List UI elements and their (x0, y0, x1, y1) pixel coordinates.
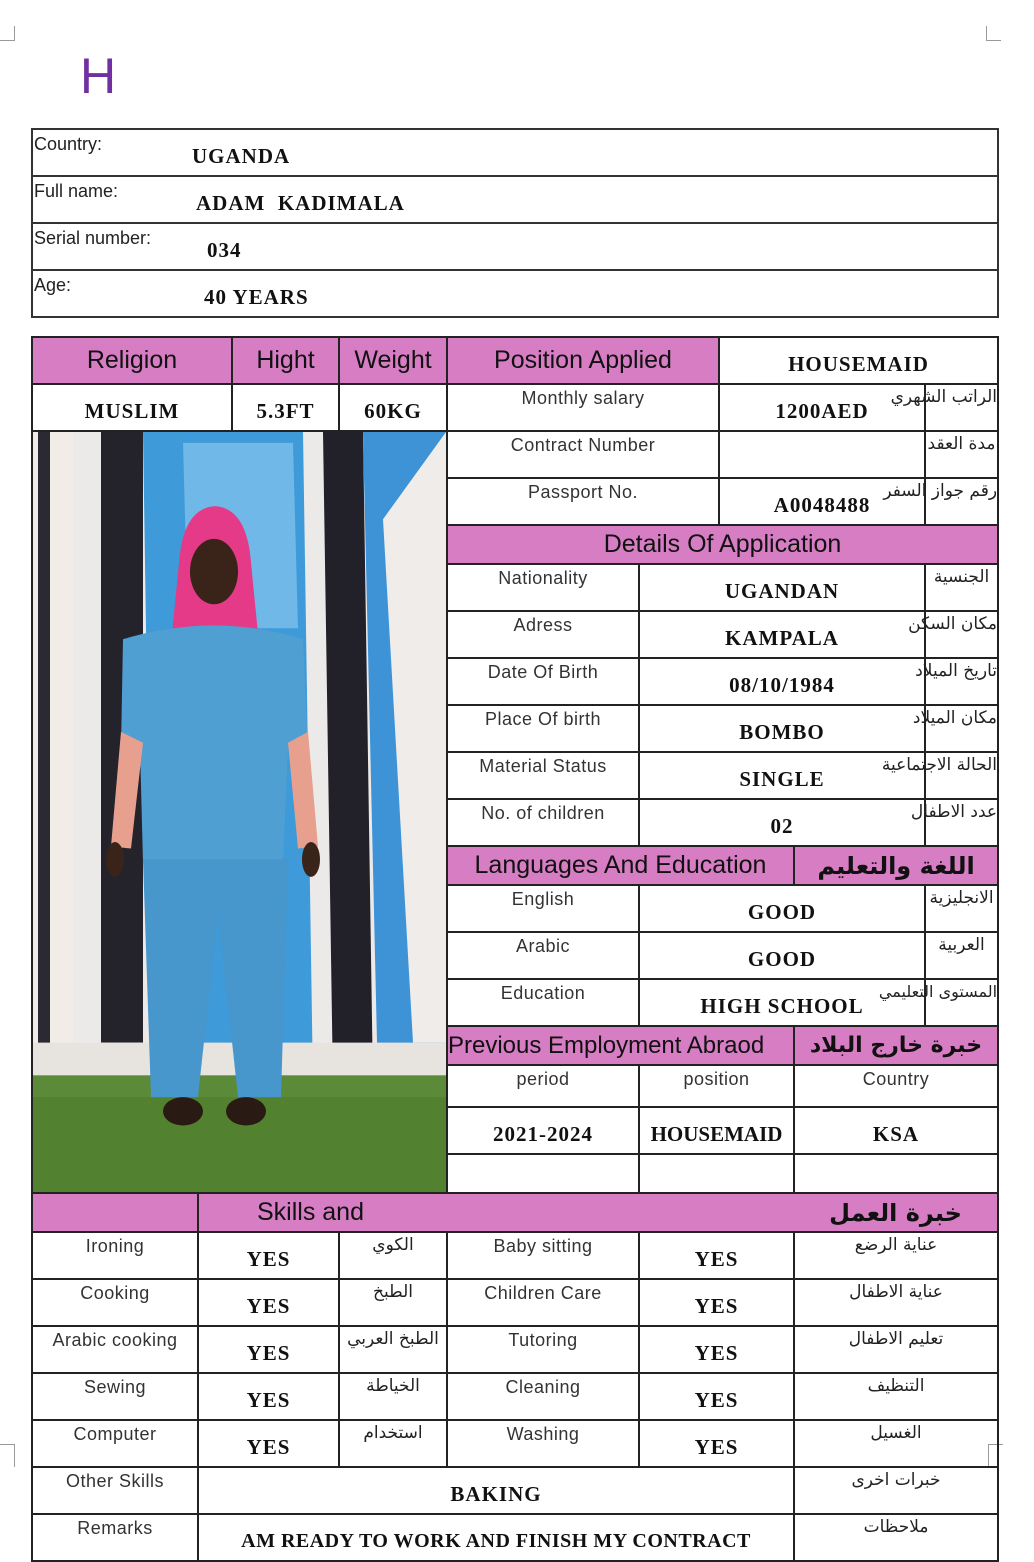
skill-babysitting-label: Baby sitting (447, 1232, 639, 1279)
skill-washing-label: Washing (447, 1420, 639, 1467)
contract-number-label: Contract Number (447, 431, 719, 478)
passport-value: A0048488 (719, 478, 925, 525)
children-value: 02 (639, 799, 925, 846)
education-label: Education (447, 979, 639, 1026)
skill-tutoring-arabic: تعليم الاطفال (794, 1326, 998, 1373)
weight-value: 60KG (339, 384, 447, 431)
other-skills-label: Other Skills (32, 1467, 198, 1514)
nationality-value: UGANDAN (639, 564, 925, 611)
employment-period: 2021-2024 (447, 1107, 639, 1154)
skill-tutoring-label: Tutoring (447, 1326, 639, 1373)
religion-header: Religion (32, 337, 232, 384)
skill-childcare-value: YES (639, 1279, 794, 1326)
fullname-row (32, 176, 998, 223)
address-value: KAMPALA (639, 611, 925, 658)
nationality-arabic: الجنسية (925, 564, 998, 611)
skills-header-spacer (32, 1193, 198, 1232)
marital-status-arabic: الحالة الاجتماعية (925, 752, 998, 799)
skill-babysitting-value: YES (639, 1232, 794, 1279)
languages-header: Languages And Education (447, 846, 794, 885)
skill-washing-arabic: الغسيل (794, 1420, 998, 1467)
skill-cleaning-arabic: التنظيف (794, 1373, 998, 1420)
age-label: Age: (32, 270, 182, 317)
employment-empty-cell (794, 1154, 998, 1193)
crop-mark-bottom-left (0, 1444, 15, 1467)
skills-header: Skills and (198, 1193, 555, 1232)
skill-sewing-value: YES (198, 1373, 339, 1420)
skill-washing-value: YES (639, 1420, 794, 1467)
dob-value: 08/10/1984 (639, 658, 925, 705)
birthplace-arabic: مكان الميلاد (925, 705, 998, 752)
dob-arabic: تاريخ الميلاد (925, 658, 998, 705)
marital-status-label: Material Status (447, 752, 639, 799)
remarks-value: AM READY TO WORK AND FINISH MY CONTRACT (198, 1514, 794, 1561)
crop-mark-top-left (0, 26, 15, 41)
personal-info-table (31, 128, 999, 318)
employment-position: HOUSEMAID (639, 1107, 794, 1154)
passport-label: Passport No. (447, 478, 719, 525)
skill-cooking-arabic: الطبخ (339, 1279, 447, 1326)
religion-value: MUSLIM (32, 384, 232, 431)
english-arabic: الانجليزية (925, 885, 998, 932)
country-label: Country: (32, 129, 182, 176)
employment-empty-cell (447, 1154, 639, 1193)
monthly-salary-value: 1200AED (719, 384, 925, 431)
other-skills-value: BAKING (198, 1467, 794, 1514)
position-applied-header: Position Applied (447, 337, 719, 384)
children-arabic: عدد الاطفال (925, 799, 998, 846)
skill-ironing-value: YES (198, 1232, 339, 1279)
skill-cleaning-label: Cleaning (447, 1373, 639, 1420)
children-label: No. of children (447, 799, 639, 846)
other-skills-arabic: خبرات اخرى (794, 1467, 998, 1514)
position-column-header: position (639, 1065, 794, 1107)
fullname-label: Full name: (32, 176, 182, 223)
remarks-label: Remarks (32, 1514, 198, 1561)
serial-label: Serial number: (32, 223, 182, 270)
serial-value: 034 (182, 223, 998, 270)
country-value: UGANDA (182, 129, 998, 176)
education-arabic: المستوى التعليمي (925, 979, 998, 1026)
monthly-salary-arabic: الراتب الشهري (925, 384, 998, 431)
skill-cooking-value: YES (198, 1279, 339, 1326)
photo-image (33, 432, 446, 1192)
english-label: English (447, 885, 639, 932)
skill-cooking-label: Cooking (32, 1279, 198, 1326)
period-column-header: period (447, 1065, 639, 1107)
employment-country: KSA (794, 1107, 998, 1154)
logo-letter: H (80, 48, 117, 104)
english-value: GOOD (639, 885, 925, 932)
skill-sewing-label: Sewing (32, 1373, 198, 1420)
fullname-value: ADAM KADIMALA (182, 176, 998, 223)
skill-childcare-label: Children Care (447, 1279, 639, 1326)
skill-childcare-arabic: عناية الاطفال (794, 1279, 998, 1326)
marital-status-value: SINGLE (639, 752, 925, 799)
skill-tutoring-value: YES (639, 1326, 794, 1373)
skill-arabic-cooking-arabic: الطبخ العربي (339, 1326, 447, 1373)
contract-number-value (719, 431, 925, 478)
education-value: HIGH SCHOOL (639, 979, 925, 1026)
employment-empty-cell (639, 1154, 794, 1193)
skills-header-spacer (555, 1193, 794, 1232)
birthplace-label: Place Of birth (447, 705, 639, 752)
crop-mark-top-right (986, 26, 1001, 41)
age-value: 40 YEARS (182, 270, 998, 317)
remarks-arabic: ملاحظات (794, 1514, 998, 1561)
address-label: Adress (447, 611, 639, 658)
application-table (31, 336, 999, 1562)
height-value: 5.3FT (232, 384, 339, 431)
skill-computer-label: Computer (32, 1420, 198, 1467)
passport-arabic: رقم جواز السفر (925, 478, 998, 525)
serial-row (32, 223, 998, 270)
skill-arabic-cooking-value: YES (198, 1326, 339, 1373)
skill-sewing-arabic: الخياطة (339, 1373, 447, 1420)
skill-ironing-label: Ironing (32, 1232, 198, 1279)
nationality-label: Nationality (447, 564, 639, 611)
applicant-photo (32, 431, 447, 1193)
skill-computer-value: YES (198, 1420, 339, 1467)
height-header: Hight (232, 337, 339, 384)
birthplace-value: BOMBO (639, 705, 925, 752)
dob-label: Date Of Birth (447, 658, 639, 705)
monthly-salary-label: Monthly salary (447, 384, 719, 431)
employment-header-arabic: خبرة خارج البلاد (794, 1026, 998, 1065)
skill-babysitting-arabic: عناية الرضع (794, 1232, 998, 1279)
arabic-value: GOOD (639, 932, 925, 979)
skill-cleaning-value: YES (639, 1373, 794, 1420)
address-arabic: مكان السكن (925, 611, 998, 658)
skill-computer-arabic: استخدام (339, 1420, 447, 1467)
country-column-header: Country (794, 1065, 998, 1107)
skills-header-arabic: خبرة العمل (794, 1193, 998, 1232)
age-row (32, 270, 998, 317)
contract-number-arabic: مدة العقد (925, 431, 998, 478)
arabic-arabic: العربية (925, 932, 998, 979)
employment-header: Previous Employment Abraod (447, 1026, 794, 1065)
arabic-label: Arabic (447, 932, 639, 979)
country-row (32, 129, 998, 176)
languages-header-arabic: اللغة والتعليم (794, 846, 998, 885)
position-applied-value: HOUSEMAID (719, 337, 998, 384)
details-header: Details Of Application (447, 525, 998, 564)
skill-arabic-cooking-label: Arabic cooking (32, 1326, 198, 1373)
weight-header: Weight (339, 337, 447, 384)
skill-ironing-arabic: الكوي (339, 1232, 447, 1279)
